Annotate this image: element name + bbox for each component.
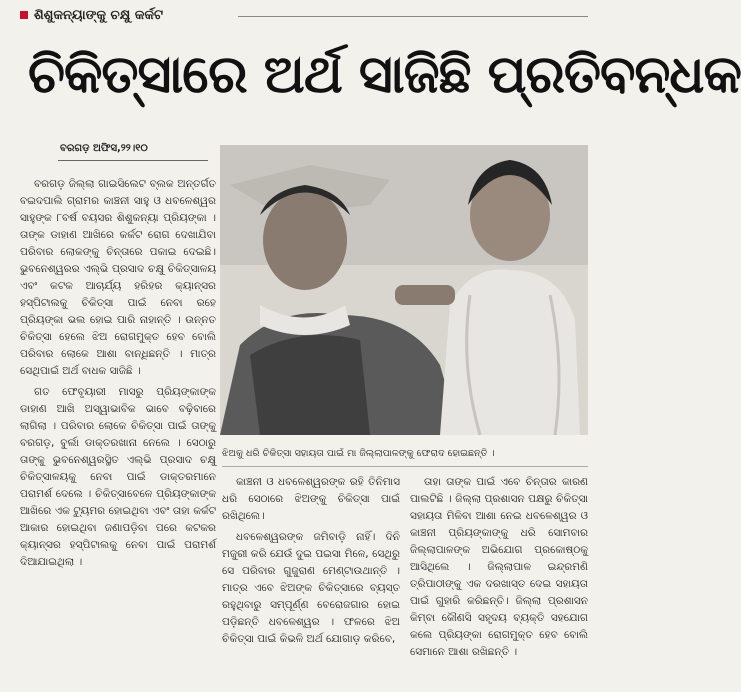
kicker-rule: [238, 16, 588, 17]
headline: ଚିକିତ୍ସାରେ ଅର୍ଥ ସାଜିଛି ପ୍ରତିବନ୍ଧକ: [28, 45, 741, 105]
paragraph: ଗତ ଫେବୃୟାରୀ ମାସରୁ ପ୍ରିୟଙ୍କାଙ୍କ ଡାହାଣ ଆଖି ଅସ୍ୱାଭାବିକ ଭାବେ ବଢ଼ିବାରେ ଲାଗିଲା । ପରିବାର ଲୋକେ ଚିକିତ୍ସା ପାଇଁ ତାଙ୍କୁ ବରଗଡ଼, ବୁର୍ଲା ଡାକ୍ତରଖାନା ନେଲେ । ସେଠାରୁ ତାଙ୍କୁ ଭୁବନେଶ୍ୱରସ୍ଥିତ ଏଲ୍ଭି ପ୍ରସାଦ ଚକ୍ଷୁ ଚିକିତ୍ସାଳୟକୁ ନେବା ପାଇଁ ଡାକ୍ତରମାନେ ପରାମର୍ଶ ଦେଲେ । ଚିକିତ୍ସାବେଳେ ପ୍ରିୟଙ୍କାଙ୍କ ଆଖିରେ ଏକ ଟ୍ୟୁମର ହୋଇଥିବା ଏବଂ ତାହା କର୍କଟ ଆକାର ହୋଇଥିବା ଜଣାପଡ଼ିବା ପରେ କଟକର କ୍ୟାନ୍ସର ହସ୍ପିଟାଲକୁ ନେବା ପାଇଁ ପରାମର୍ଶ ଦିଆଯାଇଥିଲା ।: [20, 386, 216, 568]
paragraph: ବରଗଡ଼ ଜିଲ୍ଲା ଗାଇସିଲେଟ ବ୍ଲକ ଅନ୍ତର୍ଗତ ବଇଦପାଲି ଗ୍ରାମର କାଞ୍ଚନୀ ସାହୁ ଓ ଧବଳେଶ୍ୱର ସାହୁଙ୍କ ୮ବର୍ଷ ବୟସର ଶିଶୁକନ୍ୟା ପ୍ରିୟଙ୍କା । ତାଙ୍କ ଡାହାଣ ଆଖିରେ କର୍କଟ ରୋଗ ଦେଖାଯିବା ପରିବାର ଲୋକଙ୍କୁ ଚିନ୍ତାରେ ପକାଇ ଦେଇଛି। ଭୁବନେଶ୍ୱରର ଏଲ୍ଭି ପ୍ରସାଦ ଚକ୍ଷୁ ଚିକିତ୍ସାଳୟ ଏବଂ କଟକ ଆଚାର୍ଯ୍ୟ ହରିହର କ୍ୟାନ୍ସର ହସ୍ପିଟାଲକୁ ଚିକିତ୍ସା ପାଇଁ ନେବା ରହେ ପ୍ରିୟଙ୍କା ଭଲ ହୋଇ ପାରି ନାହାନ୍ତି । ଉନ୍ନତ ଚିକିତ୍ସା ହେଲେ ଝିଅ ରୋଗମୁକ୍ତ ହେବ ବୋଲି ପରିବାର ଲୋକେ ଆଶା ବାନ୍ଧିଛନ୍ତି । ମାତ୍ର ସେଥିପାଇଁ ଅର୍ଥ ବାଧକ ସାଜିଛି ।: [20, 178, 216, 377]
news-photo: [220, 145, 588, 435]
kicker: [20, 6, 163, 24]
paragraph: ତାହା ତାଙ୍କ ପାଇଁ ଏବେ ଚିନ୍ତାର କାରଣ ପାଲଟିଛି । ଜିଲ୍ଲା ପ୍ରଶାସନ ପକ୍ଷରୁ ଚିକିତ୍ସା ସହାୟତା ମିଳିବା ଆଶା ନେଇ ଧବଳେଶ୍ୱର ଓ କାଞ୍ଚନୀ ପ୍ରିୟଙ୍କାଙ୍କୁ ଧରି ସୋମବାର ଜିଲ୍ଲାପାଳଙ୍କ ଅଭିଯୋଗ ପ୍ରକୋଷ୍ଠକୁ ଆସିଥିଲେ । ଜିଲ୍ଲାପାଳ ଇନ୍ଦ୍ରମଣି ତ୍ରିପାଠୀଙ୍କୁ ଏକ ଦରଖାସ୍ତ ଦେଇ ସହାୟତା ପାଇଁ ଗୁହାରି କରିଛନ୍ତି। ଜିଲ୍ଲା ପ୍ରଶାସନ କିମ୍ବା କୌଣସି ସହୃଦୟ ବ୍ୟକ୍ତି ସହଯୋଗ କଲେ ପ୍ରିୟଙ୍କା ରୋଗମୁକ୍ତ ହେବ ବୋଲି ସେମାନେ ଆଶା ରଖିଛନ୍ତି ।: [410, 476, 588, 658]
article-column-left: [20, 176, 216, 666]
photo-caption: ଝିଅକୁ ଧରି ଚିକିତ୍ସା ସହାୟତା ପାଇଁ ମା ଜିଲ୍ଲାପାଳଙ୍କୁ ଫେରାଦ ହୋଇଛନ୍ତି ।: [222, 448, 495, 459]
paragraph: କାଞ୍ଚନୀ ଓ ଧବଳେଶ୍ୱରଙ୍କ ରହି ତିନିମାସ ଧରି ସେଠାରେ ଝିଅଙ୍କୁ ଚିକିତ୍ସା ପାଇଁ ରଖିଥିଲେ।: [222, 476, 400, 522]
article-column-middle: [222, 474, 400, 684]
dateline-rule: [58, 160, 208, 161]
paragraph: ଧବଳେଶ୍ୱରଙ୍କ ଜମିବାଡ଼ି ନାହିଁ। ଦିନି ମଜୁରୀ କରି ଯେଉଁ ଦୁଇ ପଇସା ମିଳେ, ସେଥିରୁ ସେ ପରିବାର ଗୁଜୁରାଣ ମେଣ୍ଟାଉଥାନ୍ତି । ମାତ୍ର ଏବେ ଝିଅଙ୍କ ଚିକିତ୍ସାରେ ବ୍ୟସ୍ତ ରହୁଥିବାରୁ ସମ୍ପୂର୍ଣ୍ଣ ବେରୋଜଗାର ହୋଇ ପଡ଼ିଛନ୍ତି ଧବଳେଶ୍ୱର । ଫଳରେ ଝିଅ ଚିକିତ୍ସା ପାଇଁ କିଭଳି ଅର୍ଥ ଯୋଗାଡ଼ କରିବେ,: [222, 531, 400, 645]
dateline: ବରଗଡ଼ ଅଫିସ,୨୨।୧୦: [60, 143, 148, 154]
photo-illustration: [220, 145, 588, 435]
caption-rule: [222, 466, 588, 467]
article-column-right: [410, 474, 588, 684]
kicker-text: ଶିଶୁକନ୍ୟାଙ୍କୁ ଚକ୍ଷୁ କର୍କଟ: [34, 7, 163, 23]
kicker-bullet-icon: [20, 11, 28, 19]
